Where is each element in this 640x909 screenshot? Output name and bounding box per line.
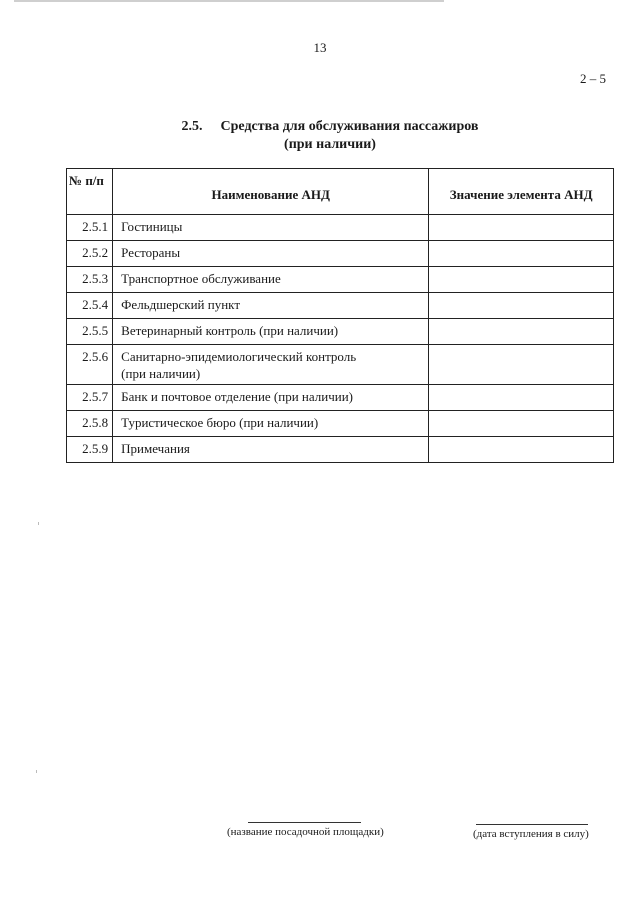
services-table: [66, 168, 614, 463]
section-heading: [0, 118, 640, 154]
row-value: [429, 345, 614, 385]
row-name: Банк и почтовое отделение (при наличии): [113, 385, 429, 411]
row-name-line1: Санитарно-эпидемиологический контроль: [121, 349, 357, 364]
header-num: № п/п: [67, 169, 113, 215]
table-row: [67, 241, 614, 267]
row-name: Туристическое бюро (при наличии): [113, 411, 429, 437]
signature-line-right: [476, 824, 588, 825]
row-name-line2: (при наличии): [121, 366, 201, 381]
row-num: 2.5.2: [67, 241, 113, 267]
row-num: 2.5.3: [67, 267, 113, 293]
scan-speck: [36, 770, 37, 773]
row-name: Транспортное обслуживание: [113, 267, 429, 293]
table-row: [67, 411, 614, 437]
footer-label-left: (название посадочной площадки): [227, 826, 384, 838]
row-value: [429, 293, 614, 319]
table-row: [67, 385, 614, 411]
row-value: [429, 215, 614, 241]
row-value: [429, 267, 614, 293]
row-name: Примечания: [113, 437, 429, 463]
row-name: Гостиницы: [113, 215, 429, 241]
row-value: [429, 385, 614, 411]
row-value: [429, 319, 614, 345]
row-value: [429, 411, 614, 437]
table-row: [67, 267, 614, 293]
scan-edge-line: [14, 0, 444, 2]
page-number: 13: [313, 40, 327, 55]
row-num: 2.5.7: [67, 385, 113, 411]
row-value: [429, 437, 614, 463]
row-num: 2.5.4: [67, 293, 113, 319]
row-name: [113, 345, 429, 385]
row-value: [429, 241, 614, 267]
header-name: Наименование АНД: [113, 169, 429, 215]
table-row: [67, 215, 614, 241]
row-num: 2.5.5: [67, 319, 113, 345]
row-num: 2.5.1: [67, 215, 113, 241]
row-num: 2.5.6: [67, 345, 113, 385]
signature-line-left: [248, 822, 361, 823]
table-row: [67, 345, 614, 385]
footer-label-right: (дата вступления в силу): [473, 828, 589, 840]
row-name: Рестораны: [113, 241, 429, 267]
section-number: 2.5.: [181, 119, 203, 134]
header-value: Значение элемента АНД: [429, 169, 614, 215]
row-num: 2.5.9: [67, 437, 113, 463]
section-heading-line1: [0, 118, 640, 136]
section-title: Средства для обслуживания пассажиров: [220, 119, 479, 134]
scan-speck: [38, 522, 39, 525]
table-row: [67, 293, 614, 319]
row-name: Фельдшерский пункт: [113, 293, 429, 319]
document-ref-code: 2 – 5: [580, 71, 606, 86]
section-subtitle: (при наличии): [284, 137, 376, 152]
row-num: 2.5.8: [67, 411, 113, 437]
table-header-row: [67, 169, 614, 215]
table-row: [67, 437, 614, 463]
table-row: [67, 319, 614, 345]
row-name: Ветеринарный контроль (при наличии): [113, 319, 429, 345]
